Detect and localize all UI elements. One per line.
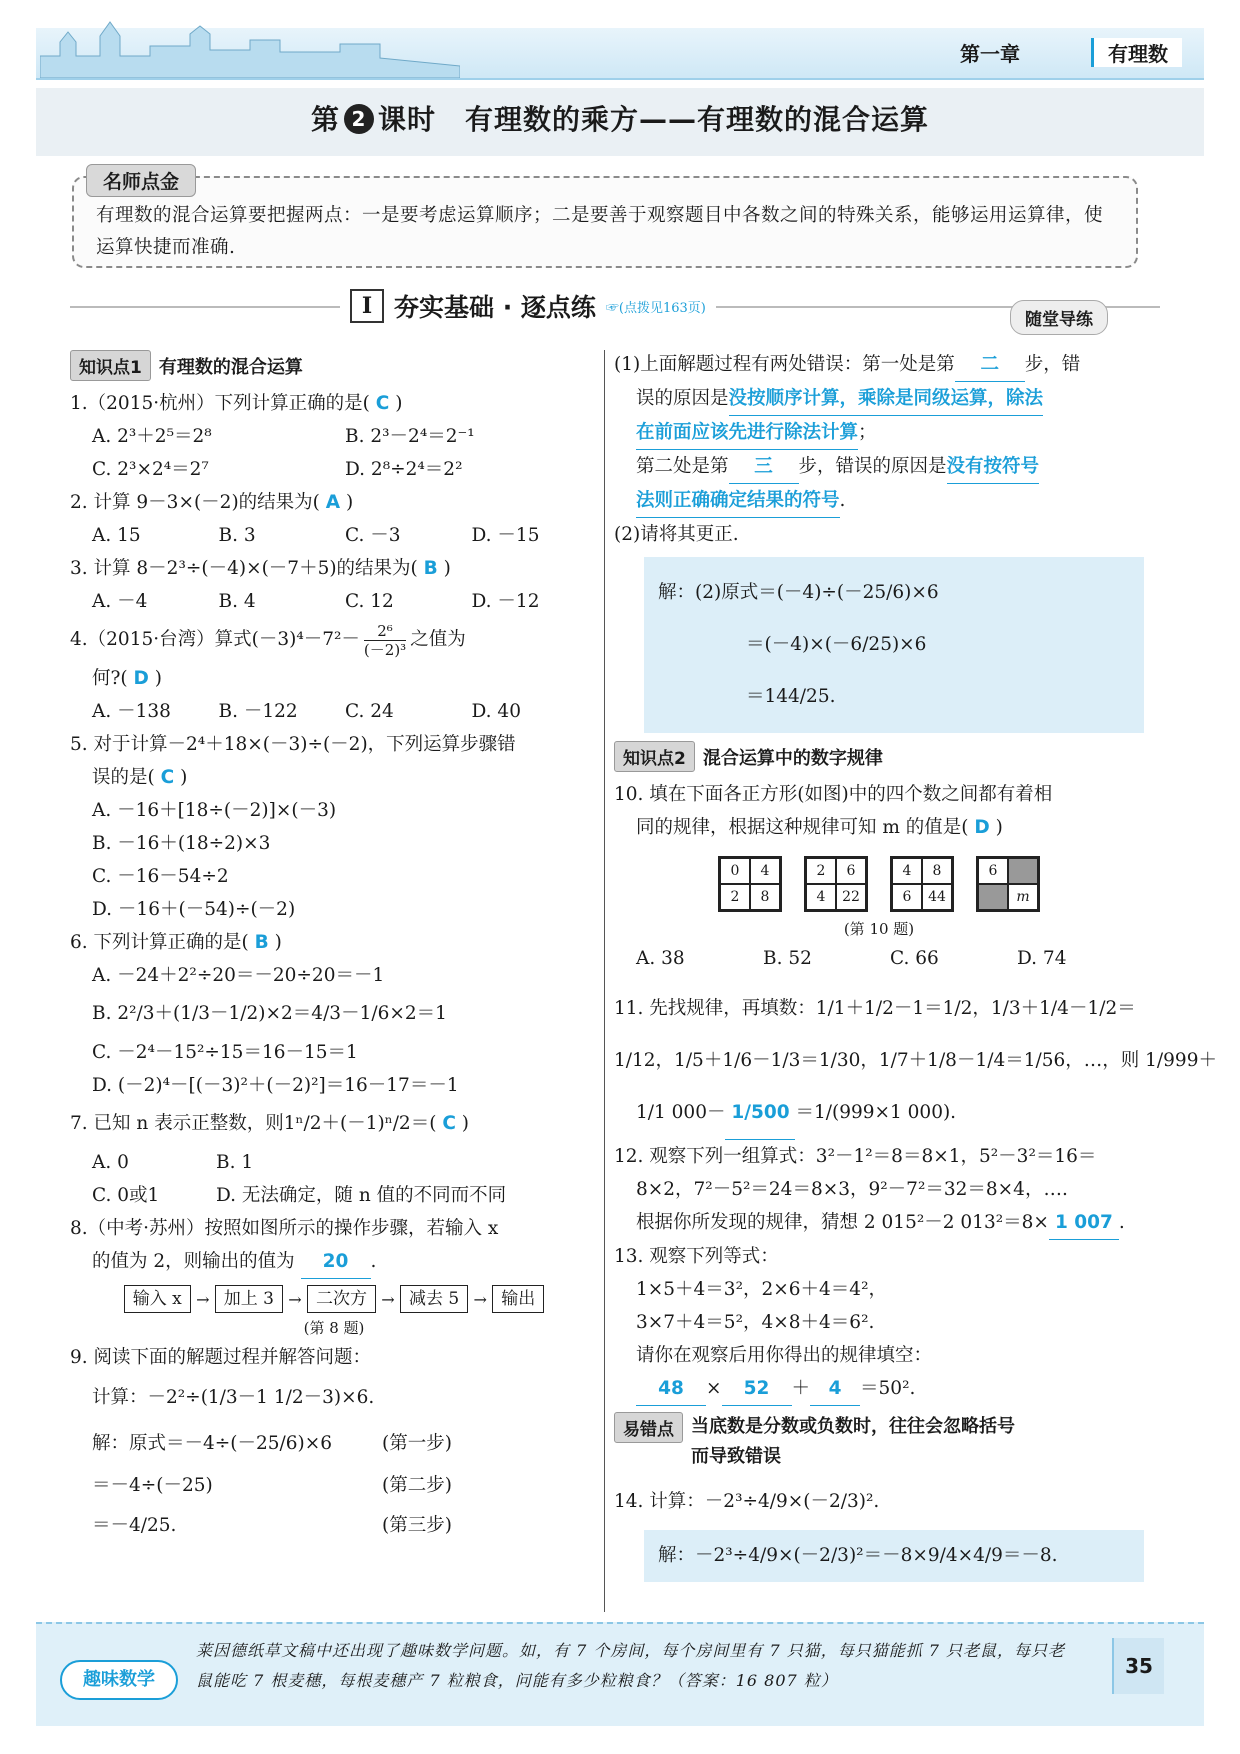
flow-step: 加上 3 [215,1285,283,1313]
option: B. 2²/3＋(1/3－1/2)×2＝4/3－1/6×2＝1 [92,1003,447,1024]
calc-expression: 计算：－2²÷(1/3－1 1/2－3)×6. [92,1387,375,1408]
answer-blank: 4 [810,1372,860,1406]
number-square: 2 6 4 22 [804,856,868,912]
question-7: 7. 已知 n 表示正整数，则1ⁿ/2＋(－1)ⁿ/2＝( C ) A. 0 B. 1 C. 0或1 D. 无法确定，随 n 值的不同而不同 [70,1102,598,1212]
solution-box [644,1530,1144,1582]
answer: A [325,492,341,513]
answer-blank: 二 [955,348,1025,382]
kp-tag: 知识点2 [614,741,695,772]
solution-line: 解：(2)原式＝(－4)÷(－25/6)×6 [658,582,939,603]
question-9: 9. 阅读下面的解题过程并解答问题： 计算：－2²÷(1/3－1 1/2－3)×6. 解：原式＝－4÷(－25/6)×6 (第一步) ＝－4÷(－25) (第二步) ＝－4/25. (第三步) [70,1341,598,1546]
error-point [614,1412,1144,1472]
error-tag: 易错点 [614,1412,683,1443]
option: D. －15 [471,525,540,546]
answer-blank: 三 [729,450,799,484]
option: B. 3 [218,525,256,546]
lesson-number-badge: 2 [344,104,374,134]
section-header [340,286,716,326]
step-label: (第二步) [382,1475,452,1496]
chapter-topic: 有理数 [1091,38,1182,67]
arrow-right-icon: → [473,1289,487,1309]
option: A. －138 [92,701,171,722]
error-title-line2: 而导致错误 [691,1446,781,1467]
number-square: 6 m [976,856,1040,912]
answer-blank: 法则正确确定结果的符号 [636,484,840,518]
fraction-numerator: 2⁶ [364,622,406,641]
option: B. －122 [218,701,298,722]
answer-blank: 1/500 [725,1087,795,1140]
expression: 1ⁿ/2＋(－1)ⁿ/2＝( [283,1113,437,1134]
question-10: 10. 填在下面各正方形(如图)中的四个数之间都有着相 同的规律，根据这种规律可知 m 的值是( D ) 0 4 2 8 2 6 4 22 4 8 6 44 6 m (第 10 题) A. 38 B. 52 C. 66 D. 74 [614,778,1144,975]
question-1: 1.（2015·杭州）下列计算正确的是( C ) A. 2³＋2⁵＝2⁸ B. 2³－2⁴＝2⁻¹ C. 2³×2⁴＝2⁷ D. 2⁸÷2⁴＝2² [70,387,598,486]
question-9-continued: (1)上面解题过程有两处错误：第一处是第 二 步，错 误的原因是没按顺序计算，乘除是同级运算，除法 在前面应该先进行除法计算； 第二处是第 三 步，错误的原因是没有按符号 法则正确确定结果的符号. (2)请将其更正. 解：(2)原式＝(－4)÷(－25/6)×6 ＝(－4)×(－6/25)×6 ＝144/25. [614,348,1144,733]
arrow-right-icon: → [381,1289,395,1309]
answer-blank: 没有按符号 [947,450,1040,484]
answer: D [974,817,990,838]
knowledge-point-1 [70,350,598,381]
option: C. 66 [890,948,939,969]
column-divider [604,350,605,1612]
fun-math-text: 莱因德纸草文稿中还出现了趣味数学问题。如，有 7 个房间，每个房间里有 7 只猫，每只猫能抓 7 只老鼠，每只老鼠能吃 7 根麦穗，每根麦穗产 7 粒粮食，问能有多少粒粮食？（答案：16 807 粒） [196,1641,1066,1690]
option: C. －2⁴－15²÷15＝16－15＝1 [92,1042,358,1063]
step-label: (第三步) [382,1515,452,1536]
option: D. 无法确定，随 n 值的不同而不同 [216,1185,507,1206]
lesson-title: 第 2 课时 有理数的乘方——有理数的混合运算 [310,103,930,136]
section-reference: ☞(点拨见163页) [605,300,706,316]
question-3: 3. 计算 8－2³÷(－4)×(－7＋5)的结果为( B ) A. －4 B. 4 C. 12 D. －12 [70,552,598,618]
option: A. －4 [92,591,148,612]
option: D. (－2)⁴－[(－3)²＋(－2)²]＝16－17＝－1 [92,1075,459,1096]
question-5: 5. 对于计算－2⁴＋18×(－3)÷(－2)，下列运算步骤错 误的是( C ) A. －16＋[18÷(－2)]×(－3) B. －16＋(18÷2)×3 C. －16－54÷2 D. －16＋(－54)÷(－2) [70,728,598,926]
option: D. 74 [1017,948,1067,969]
option: C. 0或1 [92,1185,160,1206]
section-tag: 随堂导练 [1010,300,1108,335]
solution-line: ＝(－4)×(－6/25)×6 [746,634,927,655]
figure-caption: (第 10 题) [843,920,915,938]
fun-math-badge: 趣味数学 [60,1660,178,1700]
question-12: 12. 观察下列一组算式：3²－1²＝8＝8×1，5²－3²＝16＝ 8×2，7²－5²＝24＝8×3，9²－7²＝32＝8×4，…. 根据你所发现的规律，猜想 2 015²－2 013²＝8× 1 007 . [614,1140,1144,1240]
arrow-right-icon: → [196,1289,210,1309]
option: A. 0 [92,1152,129,1173]
right-column [614,348,1217,1590]
fraction-denominator: (－2)³ [363,640,407,659]
option: B. 2³－2⁴＝2⁻¹ [345,426,475,447]
flow-step: 输出 [492,1285,544,1313]
answer: B [423,558,438,579]
option: A. －24＋2²÷20＝－20÷20＝－1 [92,965,385,986]
step-label: (第一步) [382,1433,452,1454]
question-4: 4.（2015·台湾）算式(－3)⁴－7²－ $\frac{\text{2⁶}}{\text{(－2)³}}$ 之值为 何?( D ) A. －138 B. －122 C. 24 D. 40 [70,618,598,728]
answer: C [442,1113,456,1134]
answer: C [160,767,175,788]
option: B. 1 [216,1152,254,1173]
left-column [70,348,598,1546]
option: C. －16－54÷2 [92,866,229,887]
section-title: 夯实基础 · 逐点练 [394,293,596,322]
option: A. 38 [636,948,685,969]
kp-title: 混合运算中的数字规律 [702,747,883,769]
number-squares-figure [614,856,1144,912]
answer-blank: 1 007 [1049,1206,1119,1240]
answer-blank: 52 [722,1372,792,1406]
question-13: 13. 观察下列等式： 1×5＋4＝3²，2×6＋4＝4²， 3×7＋4＝5²，4×8＋4＝6². 请你在观察后用你得出的规律填空： 48 × 52 ＋ 4 ＝50². [614,1240,1144,1406]
question-14: 14. 计算：－2³÷4/9×(－2/3)². 解：－2³÷4/9×(－2/3)²＝－8×9/4×4/9＝－8. [614,1478,1144,1582]
chapter-label: 第一章 [960,42,1020,66]
number-square: 0 4 2 8 [718,856,782,912]
answer: B [254,932,269,953]
answer: C [375,393,390,414]
answer-blank: 没按顺序计算，乘除是同级运算，除法 [729,382,1044,416]
kp-title: 有理数的混合运算 [158,356,303,378]
option: D. －16＋(－54)÷(－2) [92,899,296,920]
tip-tag: 名师点金 [86,164,196,197]
number-square: 4 8 6 44 [890,856,954,912]
answer-blank: 48 [636,1372,706,1406]
option: D. 2⁸÷2⁴＝2² [345,459,463,480]
option: B. －16＋(18÷2)×3 [92,833,271,854]
option: C. 2³×2⁴＝2⁷ [92,459,209,480]
page-number: 35 [1112,1638,1164,1694]
option: B. 52 [763,948,812,969]
answer: D [133,668,149,689]
option: A. －16＋[18÷(－2)]×(－3) [92,800,337,821]
option: A. 2³＋2⁵＝2⁸ [92,426,212,447]
solution-line: ＝144/25. [746,686,836,707]
option: C. 12 [345,591,394,612]
option: A. 15 [92,525,141,546]
castle-skyline-illustration [40,6,460,78]
question-2: 2. 计算 9－3×(－2)的结果为( A ) A. 15 B. 3 C. －3 D. －15 [70,486,598,552]
flow-step: 输入 x [124,1285,191,1313]
tip-text: 有理数的混合运算要把握两点：一是要考虑运算顺序；二是要善于观察题目中各数之间的特殊关系，能够运用运算律，使运算快捷而准确. [96,205,1104,258]
option: B. 4 [218,591,256,612]
option: D. 40 [471,701,521,722]
option: C. －3 [345,525,401,546]
figure-caption: (第 8 题) [303,1319,365,1337]
arrow-right-icon: → [288,1289,302,1309]
question-8: 8.（中考·苏州）按照如图所示的操作步骤，若输入 x 的值为 2，则输出的值为 20 . 输入 x → 加上 3 → 二次方 → 减去 5 → 输出 (第 8 题) [70,1212,598,1341]
section-roman-numeral: I [350,289,384,323]
error-title: 当底数是分数或负数时，往往会忽略括号 [691,1416,1015,1437]
solution-box [644,557,1144,733]
option: D. －12 [471,591,540,612]
knowledge-point-2 [614,741,1144,772]
answer-blank: 20 [301,1245,371,1279]
flow-step: 二次方 [307,1285,376,1313]
kp-tag: 知识点1 [70,350,151,381]
question-11: 11. 先找规律，再填数：1/1＋1/2－1＝1/2，1/3＋1/4－1/2＝ 1/12，1/5＋1/6－1/3＝1/30，1/7＋1/8－1/4＝1/56，…，则 1/999＋ 1/1 000－ 1/500 ＝1/(999×1 000). [614,983,1144,1140]
option: C. 24 [345,701,394,722]
answer-blank: 在前面应该先进行除法计算 [636,416,858,450]
question-6: 6. 下列计算正确的是( B ) A. －24＋2²÷20＝－20÷20＝－1 B. 2²/3＋(1/3－1/2)×2＝4/3－1/6×2＝1 C. －2⁴－15²÷15＝16－15＝1 D. (－2)⁴－[(－3)²＋(－2)²]＝16－17＝－1 [70,926,598,1102]
solution-line: 解：－2³÷4/9×(－2/3)²＝－8×9/4×4/9＝－8. [658,1545,1058,1566]
flow-step: 减去 5 [400,1285,468,1313]
operation-flowchart [70,1285,598,1313]
